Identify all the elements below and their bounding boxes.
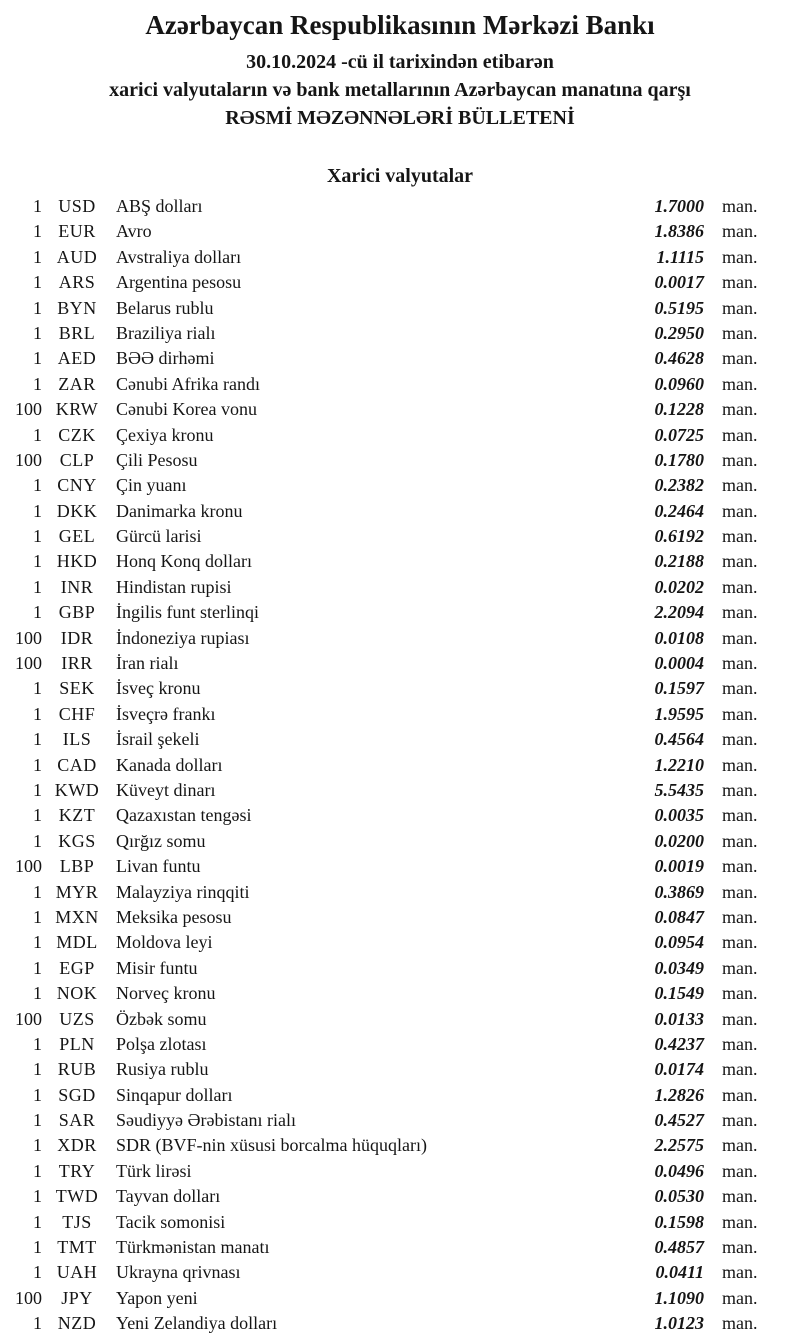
currency-name: Qırğız somu xyxy=(116,830,206,851)
rate-unit-label: man. xyxy=(722,322,758,343)
currency-rate: 0.1780 xyxy=(654,449,704,470)
rate-unit-label: man. xyxy=(722,703,758,724)
rate-row xyxy=(4,854,774,879)
rate-row xyxy=(4,1184,774,1209)
currency-code: DKK xyxy=(56,500,98,521)
section-title: Xarici valyutalar xyxy=(326,165,474,187)
currency-code: MYR xyxy=(55,881,99,902)
rate-row xyxy=(4,829,774,854)
currency-quantity: 1 xyxy=(33,221,42,242)
rate-row xyxy=(4,1159,774,1184)
rate-unit-label: man. xyxy=(722,779,758,800)
rate-unit-label: man. xyxy=(722,957,758,978)
rate-unit-label: man. xyxy=(722,754,758,775)
currency-rate: 1.2826 xyxy=(654,1084,704,1105)
rate-unit-label: man. xyxy=(722,1059,758,1080)
currency-quantity: 100 xyxy=(15,399,42,420)
currency-name: Avstraliya dolları xyxy=(116,246,242,267)
currency-quantity: 1 xyxy=(33,957,42,978)
rate-row xyxy=(4,1260,774,1285)
currency-quantity: 1 xyxy=(33,576,42,597)
currency-code: NOK xyxy=(56,983,98,1004)
currency-code: ZAR xyxy=(58,373,96,394)
currency-quantity: 1 xyxy=(33,348,42,369)
rate-row xyxy=(4,905,774,930)
currency-quantity: 1 xyxy=(33,526,42,547)
currency-name: Özbək somu xyxy=(116,1008,207,1029)
rate-row xyxy=(4,245,774,270)
currency-code: SEK xyxy=(59,678,95,699)
rate-row xyxy=(4,270,774,295)
currency-name: Kanada dolları xyxy=(116,754,223,775)
currency-code: TJS xyxy=(62,1211,92,1232)
currency-rate: 2.2575 xyxy=(654,1135,704,1156)
currency-quantity: 1 xyxy=(33,729,42,750)
currency-quantity: 1 xyxy=(33,779,42,800)
currency-rate: 0.0954 xyxy=(654,932,704,953)
currency-rate: 0.4628 xyxy=(654,348,704,369)
rate-unit-label: man. xyxy=(722,602,758,623)
currency-code: KGS xyxy=(58,830,96,851)
currency-quantity: 1 xyxy=(33,805,42,826)
currency-name: Polşa zlotası xyxy=(116,1033,207,1054)
currency-rate: 0.4564 xyxy=(654,729,704,750)
currency-rate: 0.1228 xyxy=(654,399,704,420)
currency-name: İndoneziya rupiası xyxy=(116,627,250,648)
currency-code: EGP xyxy=(59,957,95,978)
bulletin-title: RƏSMİ MƏZƏNNƏLƏRİ BÜLLETENİ xyxy=(225,107,575,129)
rate-unit-label: man. xyxy=(722,1033,758,1054)
currency-rate: 0.0004 xyxy=(654,653,704,674)
currency-rate: 0.2382 xyxy=(654,475,704,496)
rate-unit-label: man. xyxy=(722,1262,758,1283)
currency-code: SAR xyxy=(58,1110,96,1131)
currency-code: KZT xyxy=(58,805,96,826)
currency-code: SGD xyxy=(58,1084,96,1105)
currency-code: CLP xyxy=(59,449,95,470)
currency-name: Türkmənistan manatı xyxy=(116,1237,270,1258)
currency-rate: 1.7000 xyxy=(654,196,704,216)
currency-code: ARS xyxy=(58,272,96,293)
rate-unit-label: man. xyxy=(722,856,758,877)
currency-quantity: 1 xyxy=(33,1033,42,1054)
currency-name: Rusiya rublu xyxy=(116,1059,209,1080)
rate-unit-label: man. xyxy=(722,576,758,597)
currency-rate: 0.0411 xyxy=(655,1262,704,1283)
currency-name: Cənubi Korea vonu xyxy=(116,399,257,420)
currency-quantity: 1 xyxy=(33,272,42,293)
currency-quantity: 100 xyxy=(15,856,42,877)
rate-unit-label: man. xyxy=(722,932,758,953)
rate-row xyxy=(4,753,774,778)
currency-rate: 0.3869 xyxy=(654,881,704,902)
currency-name: Qazaxıstan tengəsi xyxy=(116,805,252,826)
rate-unit-label: man. xyxy=(722,678,758,699)
currency-rate: 0.0017 xyxy=(654,272,704,293)
rate-row xyxy=(4,219,774,244)
currency-rate: 0.5195 xyxy=(654,297,704,318)
currency-name: Malayziya rinqqiti xyxy=(116,881,250,902)
rate-row xyxy=(4,702,774,727)
currency-name: Çin yuanı xyxy=(116,475,187,496)
currency-rate: 0.0200 xyxy=(654,830,704,851)
currency-name: Danimarka kronu xyxy=(116,500,243,521)
currency-rate: 0.0349 xyxy=(654,957,704,978)
rate-unit-label: man. xyxy=(722,1135,758,1156)
currency-name: Türk lirəsi xyxy=(116,1160,192,1181)
rate-row xyxy=(4,651,774,676)
currency-quantity: 100 xyxy=(15,1287,42,1308)
currency-code: UAH xyxy=(56,1262,98,1283)
currency-quantity: 1 xyxy=(33,932,42,953)
currency-quantity: 1 xyxy=(33,906,42,927)
currency-quantity: 100 xyxy=(15,1008,42,1029)
rate-row xyxy=(4,549,774,574)
currency-code: TWD xyxy=(55,1186,99,1207)
rate-unit-label: man. xyxy=(722,1160,758,1181)
currency-code: NZD xyxy=(57,1313,97,1334)
currency-rate: 0.1549 xyxy=(654,983,704,1004)
currency-code: ILS xyxy=(62,729,92,750)
currency-quantity: 1 xyxy=(33,1059,42,1080)
rate-unit-label: man. xyxy=(722,1186,758,1207)
currency-rate: 0.0133 xyxy=(654,1008,704,1029)
rate-unit-label: man. xyxy=(722,881,758,902)
bulletin-header xyxy=(0,8,800,132)
rate-unit-label: man. xyxy=(722,627,758,648)
currency-code: CNY xyxy=(57,475,97,496)
currency-quantity: 1 xyxy=(33,678,42,699)
rate-row xyxy=(4,321,774,346)
rate-row xyxy=(4,1210,774,1235)
currency-rate: 1.0123 xyxy=(654,1313,704,1334)
currency-name: Çili Pesosu xyxy=(116,449,198,470)
currency-rate: 1.1090 xyxy=(654,1287,704,1308)
currency-quantity: 1 xyxy=(33,1262,42,1283)
currency-name: Meksika pesosu xyxy=(116,906,232,927)
currency-rate: 0.2950 xyxy=(654,322,704,343)
rate-unit-label: man. xyxy=(722,653,758,674)
rate-unit-label: man. xyxy=(722,424,758,445)
rate-row xyxy=(4,524,774,549)
currency-rate: 0.0847 xyxy=(654,906,704,927)
currency-rate: 0.0108 xyxy=(654,627,704,648)
currency-code: GBP xyxy=(58,602,96,623)
effective-date-line: 30.10.2024 -cü il tarixindən etibarən xyxy=(246,51,554,73)
currency-rate: 1.9595 xyxy=(654,703,704,724)
rate-unit-label: man. xyxy=(722,221,758,242)
rate-row xyxy=(4,499,774,524)
rate-row xyxy=(4,600,774,625)
currency-name: Yapon yeni xyxy=(116,1287,198,1308)
currency-rate: 1.2210 xyxy=(654,754,704,775)
currency-quantity: 100 xyxy=(15,449,42,470)
currency-quantity: 1 xyxy=(33,1237,42,1258)
currency-rate: 0.6192 xyxy=(654,526,704,547)
currency-rate: 0.0019 xyxy=(654,856,704,877)
currency-quantity: 1 xyxy=(33,602,42,623)
currency-quantity: 1 xyxy=(33,1135,42,1156)
currency-rate: 0.4237 xyxy=(654,1033,704,1054)
currency-name: İsveçrə frankı xyxy=(116,703,216,724)
rate-row xyxy=(4,296,774,321)
rate-row xyxy=(4,803,774,828)
rate-row xyxy=(4,575,774,600)
rate-row xyxy=(4,346,774,371)
currency-rate: 0.0960 xyxy=(654,373,704,394)
currency-quantity: 1 xyxy=(33,830,42,851)
currency-name: Gürcü larisi xyxy=(116,526,202,547)
currency-code: CZK xyxy=(58,424,96,445)
currency-rate: 0.2464 xyxy=(654,500,704,521)
currency-quantity: 1 xyxy=(33,373,42,394)
rate-unit-label: man. xyxy=(722,348,758,369)
currency-code: KWD xyxy=(54,779,100,800)
rate-unit-label: man. xyxy=(722,475,758,496)
currency-rate: 0.0035 xyxy=(654,805,704,826)
currency-quantity: 1 xyxy=(33,703,42,724)
rate-unit-label: man. xyxy=(722,1008,758,1029)
rate-unit-label: man. xyxy=(722,272,758,293)
rate-row xyxy=(4,1235,774,1260)
currency-quantity: 1 xyxy=(33,322,42,343)
currency-name: Sinqapur dolları xyxy=(116,1084,233,1105)
rate-row xyxy=(4,1311,774,1336)
currency-rate: 0.0725 xyxy=(654,424,704,445)
currency-quantity: 1 xyxy=(33,246,42,267)
currency-code: USD xyxy=(58,196,96,216)
rate-row xyxy=(4,372,774,397)
currency-name: Avro xyxy=(116,221,152,242)
rate-row xyxy=(4,676,774,701)
currency-name: BƏƏ dirhəmi xyxy=(116,348,215,369)
rate-row xyxy=(4,423,774,448)
currency-name: ABŞ dolları xyxy=(116,196,203,216)
currency-rate: 0.4857 xyxy=(654,1237,704,1258)
rate-row xyxy=(4,956,774,981)
currency-code: LBP xyxy=(59,856,95,877)
currency-quantity: 1 xyxy=(33,424,42,445)
rate-unit-label: man. xyxy=(722,373,758,394)
currency-name: Cənubi Afrika randı xyxy=(116,373,260,394)
rate-row xyxy=(4,473,774,498)
rate-unit-label: man. xyxy=(722,399,758,420)
currency-code: RUB xyxy=(57,1059,97,1080)
currency-code: AED xyxy=(57,348,97,369)
rate-unit-label: man. xyxy=(722,246,758,267)
currency-quantity: 1 xyxy=(33,297,42,318)
rate-unit-label: man. xyxy=(722,551,758,572)
currency-name: Çexiya kronu xyxy=(116,424,214,445)
currency-quantity: 1 xyxy=(33,475,42,496)
currency-name: Tayvan dolları xyxy=(116,1186,221,1207)
currency-name: Livan funtu xyxy=(116,856,201,877)
currency-code: TMT xyxy=(57,1237,97,1258)
currency-rate: 0.2188 xyxy=(654,551,704,572)
currency-rate: 0.4527 xyxy=(654,1110,704,1131)
currency-rate: 0.0496 xyxy=(654,1160,704,1181)
rate-row xyxy=(4,930,774,955)
currency-rate: 0.0202 xyxy=(654,576,704,597)
currency-name: İsveç kronu xyxy=(116,678,201,699)
currency-code: GEL xyxy=(58,526,96,547)
rate-unit-label: man. xyxy=(722,526,758,547)
currency-code: TRY xyxy=(58,1160,96,1181)
rate-unit-label: man. xyxy=(722,1287,758,1308)
rate-row xyxy=(4,1057,774,1082)
currency-code: EUR xyxy=(58,221,96,242)
currency-name: Argentina pesosu xyxy=(116,272,242,293)
rate-unit-label: man. xyxy=(722,1110,758,1131)
currency-quantity: 1 xyxy=(33,1313,42,1334)
currency-quantity: 100 xyxy=(15,627,42,648)
currency-rate: 5.5435 xyxy=(654,779,704,800)
currency-code: UZS xyxy=(59,1008,95,1029)
rate-unit-label: man. xyxy=(722,1313,758,1334)
bank-name: Azərbaycan Respublikasının Mərkəzi Bankı xyxy=(145,10,655,40)
currency-name: Misir funtu xyxy=(116,957,198,978)
currency-rate: 1.8386 xyxy=(654,221,704,242)
rate-row xyxy=(4,727,774,752)
currency-quantity: 1 xyxy=(33,754,42,775)
currency-code: XDR xyxy=(57,1135,97,1156)
rate-unit-label: man. xyxy=(722,805,758,826)
rate-row xyxy=(4,1286,774,1311)
currency-code: HKD xyxy=(56,551,98,572)
currency-code: BYN xyxy=(57,297,97,318)
currency-name: İsrail şekeli xyxy=(116,729,200,750)
currency-name: Hindistan rupisi xyxy=(116,576,232,597)
rate-unit-label: man. xyxy=(722,983,758,1004)
currency-rate: 1.1115 xyxy=(656,246,704,267)
rate-row xyxy=(4,1007,774,1032)
currency-quantity: 1 xyxy=(33,983,42,1004)
rate-row xyxy=(4,397,774,422)
rate-row xyxy=(4,1108,774,1133)
currency-quantity: 1 xyxy=(33,1186,42,1207)
currency-code: MDL xyxy=(56,932,98,953)
currency-rate: 0.1598 xyxy=(654,1211,704,1232)
rate-unit-label: man. xyxy=(722,830,758,851)
currency-code: IDR xyxy=(60,627,94,648)
currency-quantity: 1 xyxy=(33,1110,42,1131)
rate-row xyxy=(4,880,774,905)
rate-row xyxy=(4,778,774,803)
currency-code: INR xyxy=(60,576,94,597)
currency-name: SDR (BVF-nin xüsusi borcalma hüquqları) xyxy=(116,1135,427,1156)
currency-code: IRR xyxy=(61,653,93,674)
rate-unit-label: man. xyxy=(722,449,758,470)
rate-unit-label: man. xyxy=(722,196,758,216)
currency-code: KRW xyxy=(55,399,99,420)
currency-code: MXN xyxy=(55,906,99,927)
currency-quantity: 1 xyxy=(33,1160,42,1181)
rate-row xyxy=(4,194,774,219)
currency-code: CHF xyxy=(58,703,96,724)
rate-unit-label: man. xyxy=(722,906,758,927)
currency-quantity: 1 xyxy=(33,1084,42,1105)
rate-unit-label: man. xyxy=(722,729,758,750)
rate-unit-label: man. xyxy=(722,500,758,521)
currency-name: Norveç kronu xyxy=(116,983,216,1004)
rates-table xyxy=(0,194,800,1337)
rate-row xyxy=(4,448,774,473)
currency-quantity: 1 xyxy=(33,551,42,572)
currency-code: AUD xyxy=(56,246,98,267)
currency-quantity: 1 xyxy=(33,1211,42,1232)
currency-rate: 2.2094 xyxy=(654,602,704,623)
currency-code: PLN xyxy=(59,1033,95,1054)
subject-line: xarici valyutaların və bank metallarının Azərbaycan manatına qarşı xyxy=(109,79,691,101)
currency-rate: 0.1597 xyxy=(654,678,704,699)
currency-name: Səudiyyə Ərəbistanı rialı xyxy=(116,1110,296,1131)
currency-name: Belarus rublu xyxy=(116,297,214,318)
rate-unit-label: man. xyxy=(722,297,758,318)
rate-row xyxy=(4,1032,774,1057)
currency-quantity: 1 xyxy=(33,196,42,216)
currency-name: İngilis funt sterlinqi xyxy=(116,602,259,623)
currency-name: Honq Konq dolları xyxy=(116,551,252,572)
rate-unit-label: man. xyxy=(722,1084,758,1105)
rate-row xyxy=(4,626,774,651)
currency-code: JPY xyxy=(61,1287,93,1308)
currency-name: Ukrayna qrivnası xyxy=(116,1262,241,1283)
currency-name: Tacik somonisi xyxy=(116,1211,226,1232)
rate-row xyxy=(4,1133,774,1158)
currency-rate: 0.0174 xyxy=(654,1059,704,1080)
currency-quantity: 1 xyxy=(33,881,42,902)
currency-name: Yeni Zelandiya dolları xyxy=(116,1313,278,1334)
currency-quantity: 1 xyxy=(33,500,42,521)
currency-rate: 0.0530 xyxy=(654,1186,704,1207)
rate-row xyxy=(4,1083,774,1108)
currency-name: Braziliya rialı xyxy=(116,322,216,343)
rate-unit-label: man. xyxy=(722,1211,758,1232)
currency-name: Küveyt dinarı xyxy=(116,779,216,800)
currency-name: İran rialı xyxy=(116,653,179,674)
rate-row xyxy=(4,981,774,1006)
currency-quantity: 100 xyxy=(15,653,42,674)
currency-name: Moldova leyi xyxy=(116,932,213,953)
currency-code: CAD xyxy=(57,754,97,775)
rate-unit-label: man. xyxy=(722,1237,758,1258)
currency-code: BRL xyxy=(58,322,96,343)
